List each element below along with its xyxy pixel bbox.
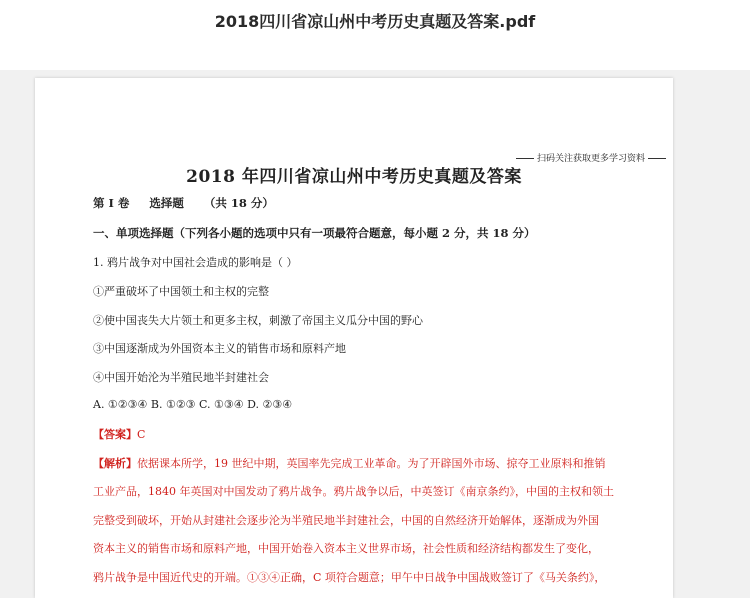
question-item: ①严重破坏了中国领土和主权的完整	[93, 285, 269, 298]
section-name: 选择题	[149, 196, 184, 210]
analysis-line: 鸦片战争是中国近代史的开端。①③④正确，C 项符合题意；甲午中日战争中国战败签订了《马关条约》，	[93, 571, 606, 584]
analysis-line: 完整受到破坏，开始从封建社会逐步沦为半殖民地半封建社会，中国的自然经济开始解体，逐渐成为外国	[93, 514, 599, 527]
scan-note-text: 扫码关注获取更多学习资料	[537, 154, 646, 164]
section-heading	[93, 195, 290, 211]
part-heading: 一、单项选择题（下列各小题的选项中只有一项最符合题意，每小题 2 分，共 18 分）	[93, 226, 536, 240]
analysis-label: 【解析】	[93, 457, 137, 470]
dash-left	[516, 158, 534, 159]
question-item: ③中国逐渐成为外国资本主义的销售市场和原料产地	[93, 342, 346, 355]
analysis-line: 资本主义的销售市场和原料产地，中国开始卷入资本主义世界市场，社会性质和经济结构都发生了变化，	[93, 542, 599, 555]
answer-line	[93, 426, 145, 442]
question-item: ②使中国丧失大片领土和更多主权，刺激了帝国主义瓜分中国的野心	[93, 314, 423, 327]
question-item: ④中国开始沦为半殖民地半封建社会	[93, 371, 269, 384]
answer-value: C	[137, 428, 146, 441]
file-title: 2018四川省凉山州中考历史真题及答案.pdf	[214, 12, 536, 31]
section-label: 第 I 卷	[93, 196, 130, 210]
question-stem: 1. 鸦片战争对中国社会造成的影响是（ ）	[93, 256, 298, 269]
document-title: 2018 年四川省凉山州中考历史真题及答案	[186, 167, 522, 187]
analysis-text: 依据课本所学，19 世纪中期，英国率先完成工业革命。为了开辟国外市场、掠夺工业原料和推销	[137, 457, 606, 470]
question-options: A. ①②③④ B. ①②③ C. ①③④ D. ②③④	[93, 398, 293, 411]
answer-label: 【答案】	[93, 428, 137, 441]
dash-right	[648, 158, 666, 159]
analysis-line	[93, 455, 606, 471]
viewer-header	[0, 0, 750, 70]
document-page	[35, 78, 673, 598]
section-score: （共 18 分）	[203, 196, 274, 210]
analysis-line: 工业产品，1840 年英国对中国发动了鸦片战争。鸦片战争以后，中英签订《南京条约》，中国的主权和领土	[93, 485, 614, 498]
